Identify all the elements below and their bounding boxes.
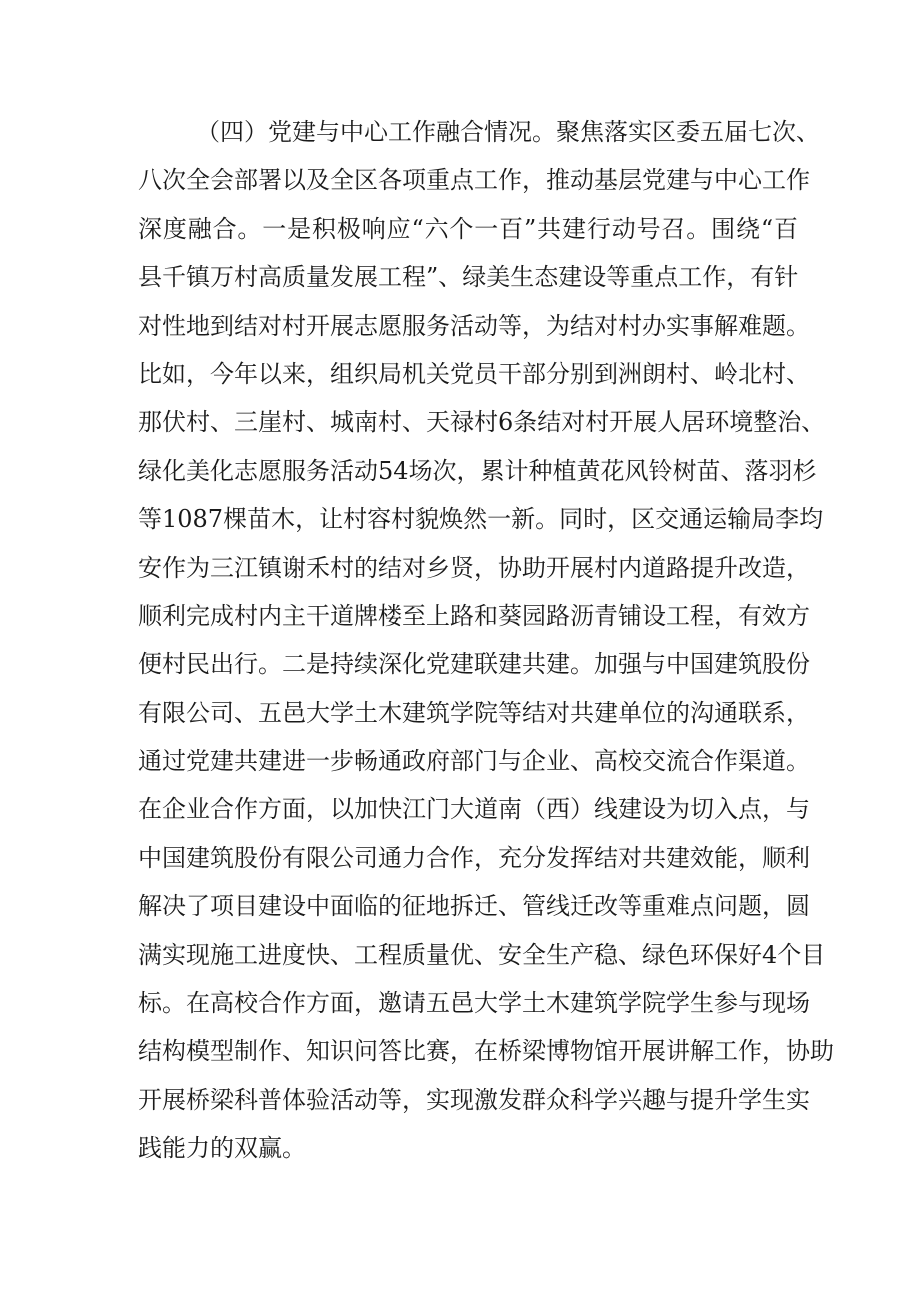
text-line: 安作为三江镇谢禾村的结对乡贤，协助开展村内道路提升改造，	[138, 553, 810, 582]
text-line: 结构模型制作、知识问答比赛，在桥梁博物馆开展讲解工作，协助	[138, 1037, 834, 1066]
text-line: 等1087棵苗木，让村容村貌焕然一新。同时，区交通运输局李均	[138, 505, 824, 534]
text-line: 绿化美化志愿服务活动54场次，累计种植黄花风铃树苗、落羽杉	[138, 456, 817, 485]
text-line: 开展桥梁科普体验活动等，实现激发群众科学兴趣与提升学生实	[138, 1085, 810, 1114]
text-line: 标。在高校合作方面，邀请五邑大学土木建筑学院学生参与现场	[138, 989, 810, 1018]
text-line: 中国建筑股份有限公司通力合作，充分发挥结对共建效能，顺利	[138, 843, 810, 872]
text-line: 对性地到结对村开展志愿服务活动等，为结对村办实事解难题。	[138, 311, 810, 340]
text-line: 满实现施工进度快、工程质量优、安全生产稳、绿色环保好4个目	[138, 940, 826, 969]
text-line: 顺利完成村内主干道牌楼至上路和葵园路沥青铺设工程，有效方	[138, 601, 810, 630]
text-line: 比如，今年以来，组织局机关党员干部分别到洲朗村、岭北村、	[138, 359, 810, 388]
text-line: 在企业合作方面，以加快江门大道南（西）线建设为切入点，与	[138, 795, 810, 824]
text-line: 县千镇万村高质量发展工程”、绿美生态建设等重点工作，有针	[138, 263, 799, 292]
text-line: 那伏村、三崖村、城南村、天禄村6条结对村开展人居环境整治、	[138, 408, 826, 437]
text-line: 解决了项目建设中面临的征地拆迁、管线迁改等重难点问题，圆	[138, 892, 810, 921]
paragraph-party-building-integration	[138, 108, 834, 1173]
text-line: 有限公司、五邑大学土木建筑学院等结对共建单位的沟通联系，	[138, 698, 810, 727]
text-line: 深度融合。一是积极响应“六个一百”共建行动号召。围绕“百	[138, 214, 798, 243]
text-line: 八次全会部署以及全区各项重点工作，推动基层党建与中心工作	[138, 166, 810, 195]
text-line: 通过党建共建进一步畅通政府部门与企业、高校交流合作渠道。	[138, 747, 810, 776]
text-line: 践能力的双赢。	[138, 1134, 306, 1163]
text-line: （四）党建与中心工作融合情况。聚焦落实区委五届七次、	[196, 118, 820, 146]
text-line: 便村民出行。二是持续深化党建联建共建。加强与中国建筑股份	[138, 650, 810, 679]
